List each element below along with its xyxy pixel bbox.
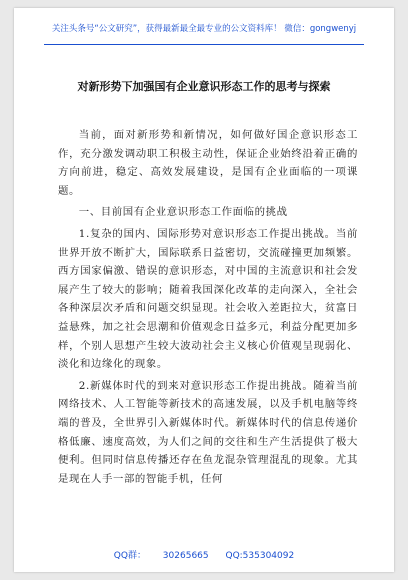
document-page	[14, 8, 394, 572]
header-divider	[44, 44, 364, 45]
paragraph-intro: 当前，面对新形势和新情况，如何做好国企意识形态工作，充分激发调动职工积极主动性，保证企业始终沿着正确的方向前进，稳定、高效发展建设，是国有企业面临的一项课题。	[58, 129, 358, 197]
paragraph-point-2: 2.新媒体时代的到来对意识形态工作提出挑战。随着当前网络技术、人工智能等新技术的高速发展，以及手机电脑等终端的普及，全世界引入新媒体时代。新媒体时代的信息传递价格低廉、速度高效，为人们之间的交往和生产生活提供了极大便利。但同时信息传播还存在鱼龙混杂管理混乱的现象。尤其是现在人手一部的智能手机，任何	[58, 379, 358, 485]
footer-contact: QQ群： 30265665 QQ:535304092	[113, 551, 295, 561]
document-title: 对新形势下加强国有企业意识形态工作的思考与探索	[77, 80, 331, 93]
header-banner: 关注头条号“公文研究”，获得最新最全最专业的公文资料库！ 微信：gongwenyj	[51, 24, 357, 34]
section-heading: 一、目前国有企业意识形态工作面临的挑战	[78, 206, 288, 219]
document-body	[58, 126, 358, 491]
paragraph-point-1: 1.复杂的国内、国际形势对意识形态工作提出挑战。当前世界开放不断扩大，国际联系日益密切，交流碰撞更加频繁。西方国家偏激、错误的意识形态，对中国的主流意识和社会发展产生了较大的影响；随着我国深化改革的走向深入，全社会各种深层次矛盾和问题交织显现。社会收入差距拉大，贫富日益悬殊，加之社会思潮和价值观念日益多元，利益分配更加多样，个别人思想产生较大波动社会主义核心价值观呈现弱化、淡化和边缘化的现象。	[58, 227, 358, 371]
